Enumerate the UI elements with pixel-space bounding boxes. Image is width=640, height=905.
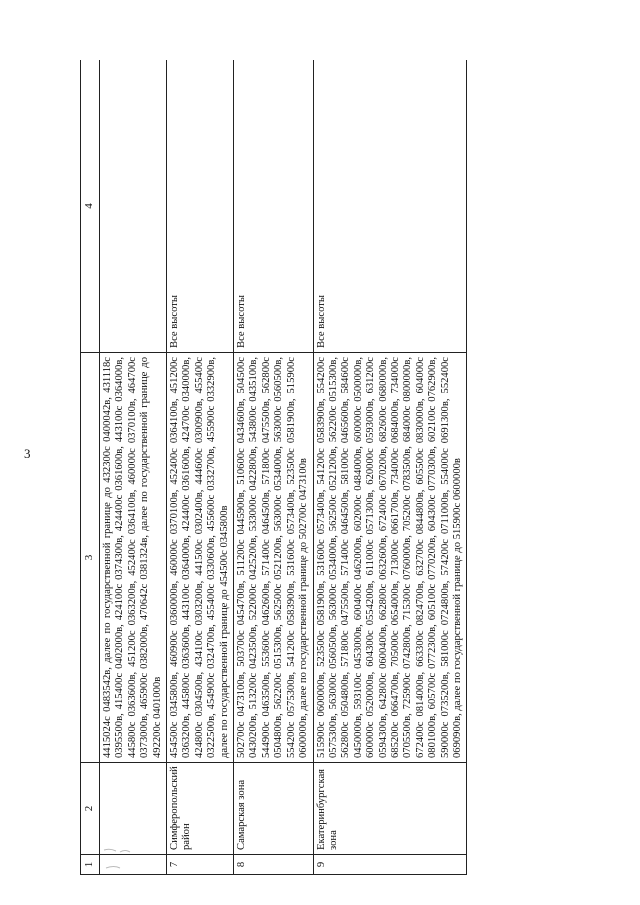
header-col-2: 2 bbox=[81, 763, 100, 855]
zone-coordinates: 502700с 0473100в, 503700с 0454700в, 511200с 0445900в, 510600с 0434600в, 504500с 0430200в, 513200с 0423500в, 522000с 0425200в, 533000с 0422800в, 543800с 0435100в, 544900с 0463500в, 553600с 0462600в, 571400с 0464500в, 571800с 0475500в, 562800с 0504800в, 562200с 0515300в, 562500с 0521200в, 563000с 0534000в, 563000с 0560500в, 554200с 0575300в, 541200с 0583900в, 531600с 0573400в, 523500с 0581900в, 515900с 0600000в, далее по государственной границе до 502700с 0473100в bbox=[234, 353, 313, 763]
zone-name: Самарская зона bbox=[234, 763, 313, 855]
header-col-3: 3 bbox=[81, 353, 100, 763]
table-row bbox=[234, 60, 313, 875]
row-number: 9 bbox=[313, 855, 467, 875]
zone-coordinates: 515900с 0600000в, 523500с 0581900в, 531600с 0573400в, 541200с 0583900в, 554200с 0575300в, 563000с 0560500в, 563000с 0534000в, 562500с 0521200в, 562200с 0515300в, 562800с 0504800в, 571800с 0475500в, 571400с 0464500в, 581000с 0465600в, 584600с 0450000в, 593100с 0453000в, 600400с 0462000в, 602000с 0484000в, 600000с 0500000в, 600000с 0520000в, 604300с 0554200в, 611000с 0571300в, 620000с 0593000в, 631200с 0594300в, 642800с 0600400в, 662800с 0632600в, 672400с 0670200в, 682600с 0680000в, 685200с 0664700в, 705000с 0654000в, 713000с 0661700в, 734000с 0684000в, 734000с 0705500в, 725900с 0742800в, 715300с 0760000в, 705200с 0783500в, 684000с 0800000в, 672400с 0814000в, 663300с 0824700в, 632700с 0844800в, 605500с 0830000в, 604000с 0801000в, 605700с 0772300в, 605100с 0770200в, 604300с 0770300в, 602100с 0762900в, 590000с 0735200в, 581000с 0724800в, 574200с 0711000в, 554000с 0691300в, 552400с 0690900в, далее по государственной границе до 515900с 0600000в bbox=[313, 353, 467, 763]
zones-table bbox=[80, 60, 467, 875]
zone-heights: Все высоты bbox=[167, 60, 234, 353]
table-row bbox=[167, 60, 234, 875]
zone-coordinates: 4415024с 0483542в, далее по государственной границе до 432300с 0400042в, 431118с 0395500в, 415400с 0402000в, 424100с 0374300в, 424400с 0361600в, 443100с 0364000в, 445800с 0363600в, 451200с 0363200в, 452400с 0364100в, 460000с 0370100в, 464700с 0373000в, 465900с 0382000в, 470642с 0381324в, далее по государственной границе до 492200с 0401000в bbox=[100, 353, 167, 763]
zone-name: Симферопольский район bbox=[167, 763, 234, 855]
zone-name: Екатеринбургская зона bbox=[313, 763, 467, 855]
rotated-page-area bbox=[80, 60, 580, 875]
scan-marks bbox=[102, 846, 152, 876]
table-header-row bbox=[81, 60, 100, 875]
table-row bbox=[313, 60, 467, 875]
header-col-4: 4 bbox=[81, 60, 100, 353]
table-row bbox=[100, 60, 167, 875]
page-number: 3 bbox=[24, 446, 31, 461]
row-number: 7 bbox=[167, 855, 234, 875]
zone-name bbox=[100, 763, 167, 855]
zone-heights bbox=[100, 60, 167, 353]
zones-table-container bbox=[80, 60, 580, 875]
row-number: 8 bbox=[234, 855, 313, 875]
header-col-1: 1 bbox=[81, 855, 100, 875]
zone-heights: Все высоты bbox=[234, 60, 313, 353]
zone-heights: Все высоты bbox=[313, 60, 467, 353]
zone-coordinates: 454500с 0345800в, 460900с 0360000в, 460000с 0370100в, 452400с 0364100в, 451200с 0363200в, 445800с 0363600в, 443100с 0364000в, 424400с 0361600в, 424700с 0340000в, 424800с 0304500в, 434100с 0303200в, 441500с 0302400в, 444600с 0300900в, 455400с 0322500в, 454900с 0324700в, 455400с 0330600в, 455600с 0332700в, 455900с 0332900в, далее по государственной границе до 454500с 0345800в bbox=[167, 353, 234, 763]
